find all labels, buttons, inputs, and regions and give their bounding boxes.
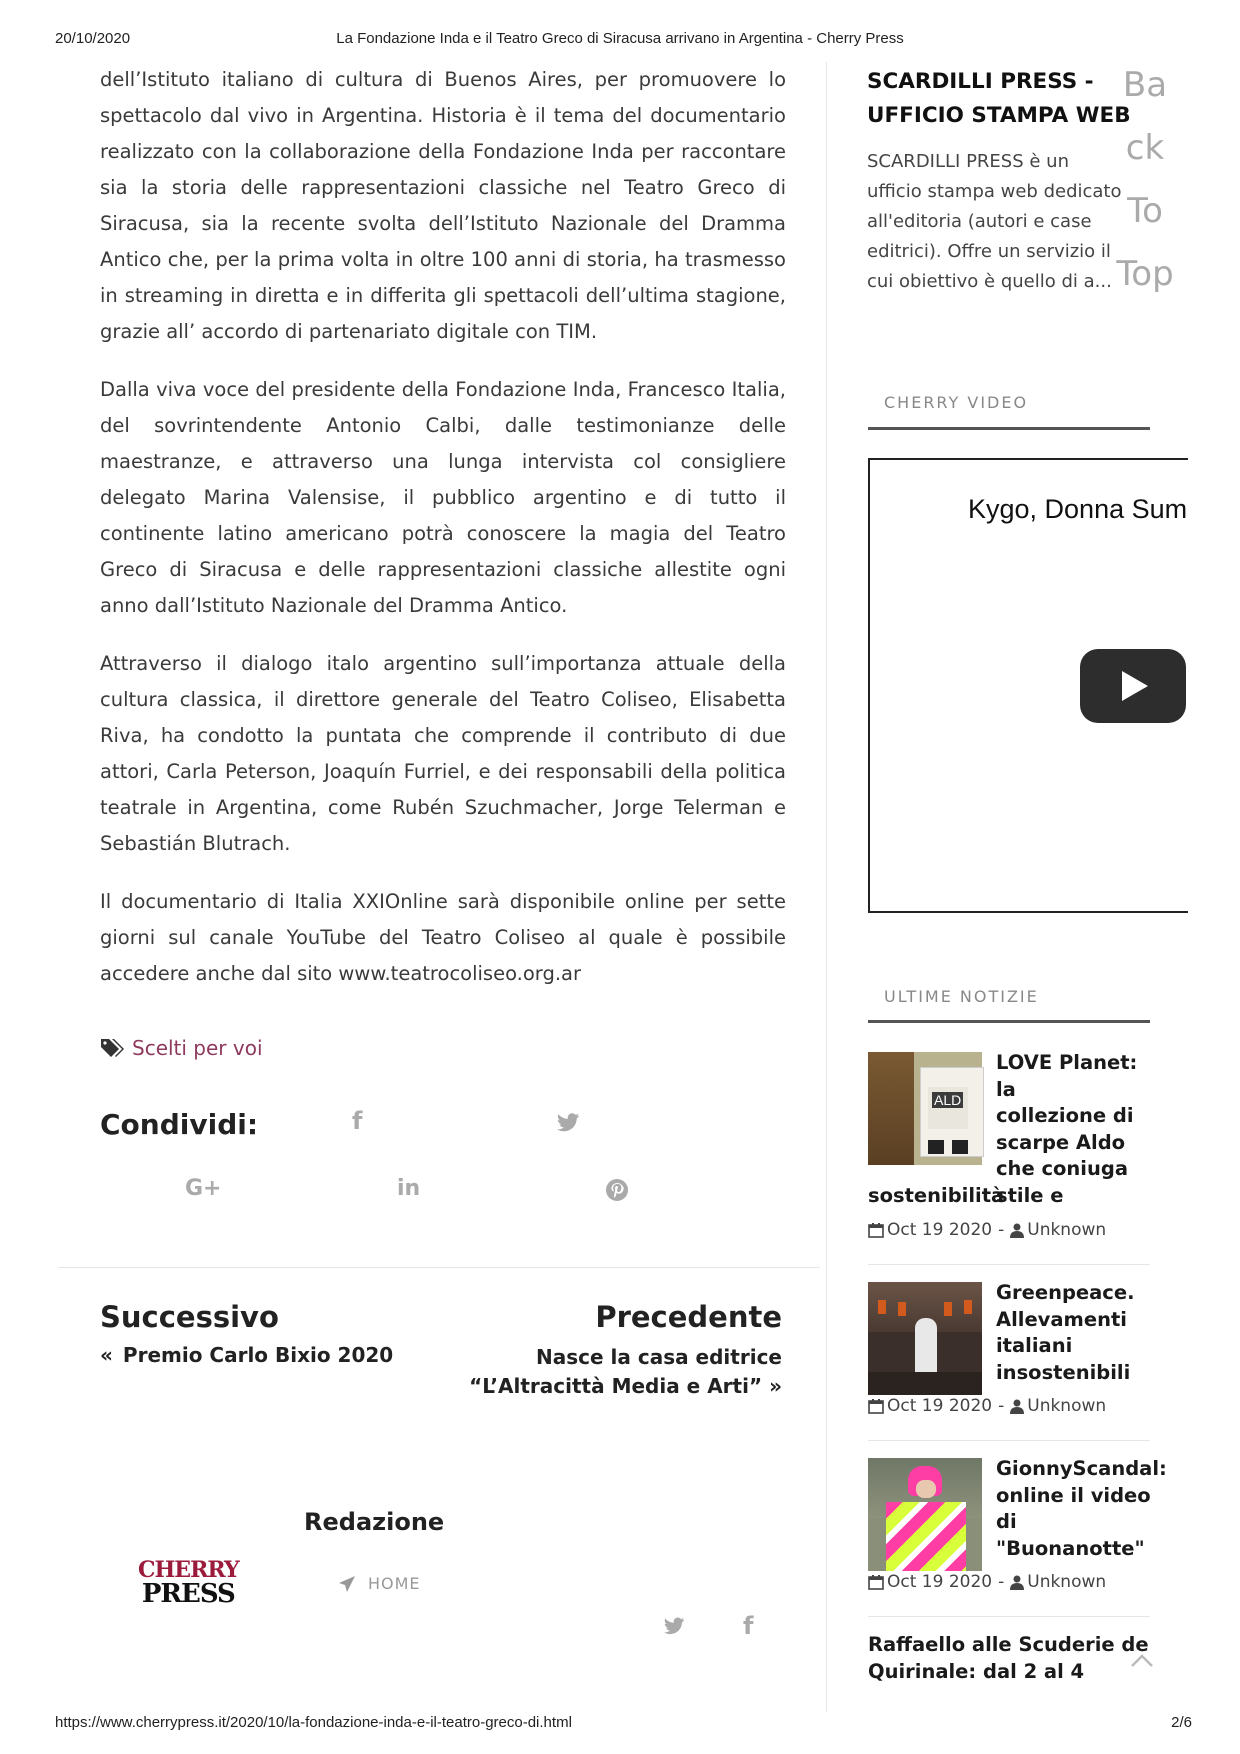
- prev-post-link[interactable]: [469, 1343, 782, 1401]
- tag-row: [100, 1036, 263, 1060]
- print-url: https://www.cherrypress.it/2020/10/la-fondazione-inda-e-il-teatro-greco-di.html: [55, 1714, 572, 1731]
- article-paragraph: Attraverso il dialogo italo argentino sull’importanza attuale della cultura classica, il direttore generale del Teatro Coliseo, Elisabetta Riva, ha condotto la puntata che comprende il contributo di due attori, Carla Peterson, Joaquín Furriel, e dei responsabili della politica teatrale in Argentina, come Rubén Szuchmacher, Jorge Telerman e Sebastián Blutrach.: [100, 652, 786, 855]
- user-icon: [1010, 1223, 1024, 1238]
- news-author: Unknown: [1027, 1572, 1107, 1592]
- news-meta: Oct 19 2020 - Unknown: [868, 1572, 1106, 1592]
- news-title-line: che coniuga: [996, 1157, 1128, 1180]
- calendar-icon: [868, 1222, 884, 1238]
- share-label: Condividi:: [100, 1108, 259, 1141]
- news-title-line: collezione di: [996, 1104, 1134, 1127]
- news-item-title[interactable]: [996, 1050, 1156, 1209]
- press-text-line: editrici). Offre un servizio il: [867, 241, 1111, 262]
- news-item-title[interactable]: [868, 1632, 1149, 1685]
- author-home-link[interactable]: [338, 1574, 421, 1593]
- news-title-line: Greenpeace.: [996, 1281, 1135, 1304]
- calendar-icon: [868, 1398, 884, 1414]
- video-widget-label: CHERRY VIDEO: [884, 393, 1029, 412]
- news-title-line: Allevamenti: [996, 1307, 1127, 1331]
- back-to-top-text: To: [1127, 191, 1163, 231]
- article-paragraph: Il documentario di Italia XXIOnline sarà disponibile online per sette giorni sul canale YouTube del Teatro Coliseo al quale è possibile accedere anche dal sito www.teatrocoliseo.org.ar: [100, 890, 786, 985]
- press-title-line: SCARDILLI PRESS -: [867, 69, 1094, 94]
- next-post-link[interactable]: [100, 1343, 393, 1367]
- author-facebook-icon[interactable]: f: [743, 1612, 754, 1640]
- video-title: Kygo, Donna Sum: [968, 494, 1188, 524]
- news-date: Oct 19 2020: [887, 1396, 993, 1416]
- news-title-line: italiani: [996, 1334, 1073, 1357]
- logo-text: CHERRY: [138, 1557, 239, 1583]
- news-title-line: insostenibili: [996, 1360, 1131, 1384]
- news-title-line: Raffaello alle Scuderie de: [868, 1633, 1149, 1656]
- section-divider: [58, 1267, 820, 1268]
- author-twitter-icon[interactable]: [663, 1617, 685, 1636]
- home-label: HOME: [368, 1574, 421, 1593]
- article-paragraph: dell’Istituto italiano di cultura di Buenos Aires, per promuovere lo spettacolo dal vivo in Argentina. Historia è il tema del documentario realizzato con la collaborazione della Fondazione Inda per raccontare sia la storia delle rappresentazioni classiche nel Teatro Greco di Siracusa, sia la recente svolta dell’Istituto Nazionale del Dramma Antico che, per la prima volta in oltre 100 anni di storia, ha trasmesso in streaming in diretta e in differita gli spettacoli dell’ultima stagione, grazie all’ accordo di partenariato digitale con TIM.: [100, 68, 786, 343]
- print-title: La Fondazione Inda e il Teatro Greco di Siracusa arrivano in Argentina - Cherry Press: [336, 30, 904, 47]
- print-date: 20/10/2020: [55, 30, 131, 47]
- news-thumbnail[interactable]: ALD: [868, 1052, 982, 1165]
- print-page-number: 2/6: [1171, 1714, 1192, 1731]
- video-widget-rule: [868, 427, 1150, 430]
- back-to-top-text: Ba: [1122, 65, 1168, 105]
- play-icon: [1080, 649, 1186, 723]
- news-title-line: scarpe Aldo: [996, 1130, 1126, 1154]
- column-separator: [826, 62, 827, 1712]
- news-widget-label: ULTIME NOTIZIE: [884, 987, 1039, 1006]
- news-divider: [868, 1264, 1150, 1265]
- press-widget-text: [867, 147, 1137, 297]
- news-thumbnail[interactable]: [868, 1282, 982, 1395]
- prev-post-title-line: Nasce la casa editrice: [536, 1345, 782, 1369]
- back-to-top-button[interactable]: [1110, 54, 1180, 306]
- double-right-icon: »: [769, 1374, 782, 1398]
- facebook-share-icon[interactable]: f: [352, 1107, 363, 1135]
- news-date: Oct 19 2020: [887, 1572, 993, 1592]
- news-thumbnail[interactable]: [868, 1458, 982, 1571]
- news-divider: [868, 1440, 1150, 1441]
- logo-text: PRESS: [141, 1579, 235, 1609]
- double-left-icon: «: [100, 1343, 113, 1367]
- tag-link[interactable]: Scelti per voi: [132, 1036, 263, 1060]
- paper-plane-icon: [338, 1575, 356, 1593]
- news-title-line: online il video: [996, 1483, 1151, 1507]
- back-to-top-text: Top: [1116, 254, 1174, 294]
- cherry-press-logo: [138, 1557, 239, 1609]
- prev-post-heading: Precedente: [595, 1300, 782, 1334]
- pinterest-share-icon[interactable]: [605, 1178, 629, 1202]
- press-widget-title: [867, 65, 1131, 133]
- twitter-share-icon[interactable]: [556, 1113, 580, 1133]
- tags-icon: [100, 1037, 126, 1059]
- next-post-title: Premio Carlo Bixio 2020: [122, 1343, 394, 1367]
- news-title-line: "Buonanotte": [996, 1536, 1145, 1560]
- press-text-line: SCARDILLI PRESS è un: [867, 151, 1069, 172]
- news-item-title[interactable]: [996, 1456, 1167, 1562]
- news-meta: Oct 19 2020 - Unknown: [868, 1220, 1106, 1240]
- article-paragraph: Dalla viva voce del presidente della Fondazione Inda, Francesco Italia, del sovrintendente Antonio Calbi, dalle testimonianze delle maestranze, e attraverso una lunga intervista col consigliere delegato Marina Valensise, il pubblico argentino e di tutto il continente latino americano potrà conoscere la magia del Teatro Greco di Siracusa e delle rappresentazioni classiche allestite ogni anno dall’Istituto Nazionale del Dramma Antico.: [100, 378, 786, 617]
- news-title-line: GionnyScandal:: [996, 1457, 1167, 1480]
- news-date: Oct 19 2020: [887, 1220, 993, 1240]
- news-title-tail[interactable]: sostenibilità: [868, 1184, 1005, 1207]
- news-title-line: LOVE Planet: la: [996, 1051, 1138, 1101]
- news-meta: Oct 19 2020 - Unknown: [868, 1396, 1106, 1416]
- googleplus-share-icon[interactable]: G+: [185, 1176, 222, 1201]
- news-title-line: Quirinale: dal 2 al 4: [868, 1659, 1085, 1683]
- user-icon: [1010, 1399, 1024, 1414]
- news-divider: [868, 1616, 1150, 1617]
- news-item-title[interactable]: [996, 1280, 1156, 1386]
- author-name: Redazione: [304, 1508, 445, 1536]
- press-text-line: all'editoria (autori e case: [867, 211, 1092, 232]
- video-embed[interactable]: [868, 458, 1188, 913]
- press-text-line: cui obiettivo è quello di a...: [867, 271, 1112, 292]
- news-title-line: di: [996, 1510, 1017, 1533]
- back-to-top-text: ck: [1125, 128, 1165, 168]
- chevron-up-icon[interactable]: [1130, 1652, 1154, 1668]
- press-text-line: ufficio stampa web dedicato: [867, 181, 1122, 202]
- prev-post-title-line: “L’Altracittà Media e Arti”: [469, 1374, 763, 1398]
- press-title-line: UFFICIO STAMPA WEB: [867, 103, 1131, 128]
- news-author: Unknown: [1027, 1396, 1107, 1416]
- play-button[interactable]: [1080, 649, 1186, 723]
- calendar-icon: [868, 1574, 884, 1590]
- news-author: Unknown: [1027, 1220, 1107, 1240]
- news-widget-rule: [868, 1020, 1150, 1023]
- article-body: [100, 62, 786, 992]
- next-post-heading: Successivo: [100, 1300, 279, 1334]
- news-title-line: stile e: [996, 1183, 1064, 1207]
- user-icon: [1010, 1575, 1024, 1590]
- linkedin-share-icon[interactable]: in: [397, 1176, 421, 1201]
